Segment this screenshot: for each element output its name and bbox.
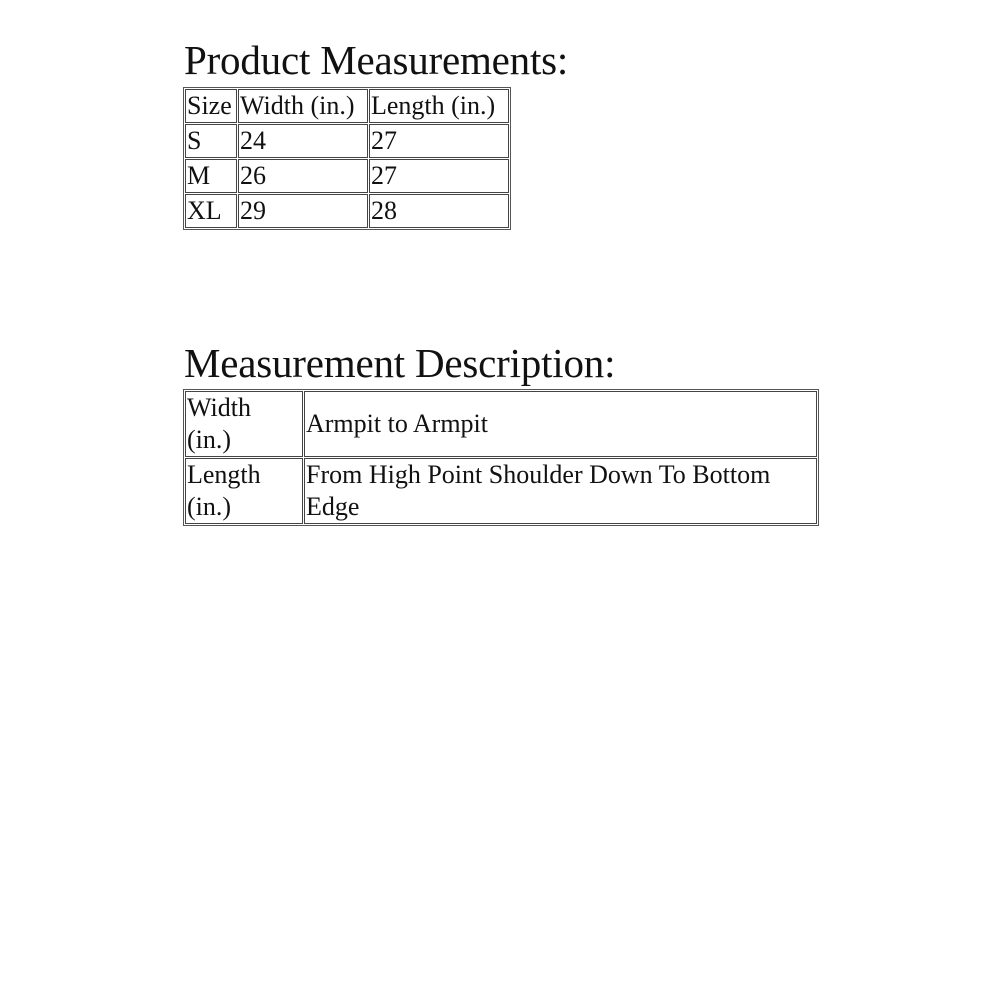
measurement-description-heading: Measurement Description:	[184, 340, 616, 386]
table-header-row	[185, 89, 509, 123]
definition-cell: Armpit to Armpit	[304, 391, 817, 457]
header-cell-width: Width (in.)	[238, 89, 368, 123]
term-cell: Width (in.)	[185, 391, 303, 457]
length-cell: 28	[369, 194, 509, 228]
definition-cell: From High Point Shoulder Down To Bottom Edge	[304, 458, 817, 524]
size-cell: M	[185, 159, 237, 193]
width-cell: 29	[238, 194, 368, 228]
size-cell: S	[185, 124, 237, 158]
size-cell: XL	[185, 194, 237, 228]
term-cell: Length (in.)	[185, 458, 303, 524]
width-cell: 26	[238, 159, 368, 193]
table-row	[185, 194, 509, 228]
table-row	[185, 159, 509, 193]
table-row	[185, 124, 509, 158]
header-cell-length: Length (in.)	[369, 89, 509, 123]
table-row	[185, 391, 817, 457]
length-cell: 27	[369, 159, 509, 193]
measurements-table	[183, 87, 511, 230]
description-table	[183, 389, 819, 526]
header-cell-size: Size	[185, 89, 237, 123]
table-row	[185, 458, 817, 524]
length-cell: 27	[369, 124, 509, 158]
product-measurements-heading: Product Measurements:	[184, 37, 569, 83]
width-cell: 24	[238, 124, 368, 158]
